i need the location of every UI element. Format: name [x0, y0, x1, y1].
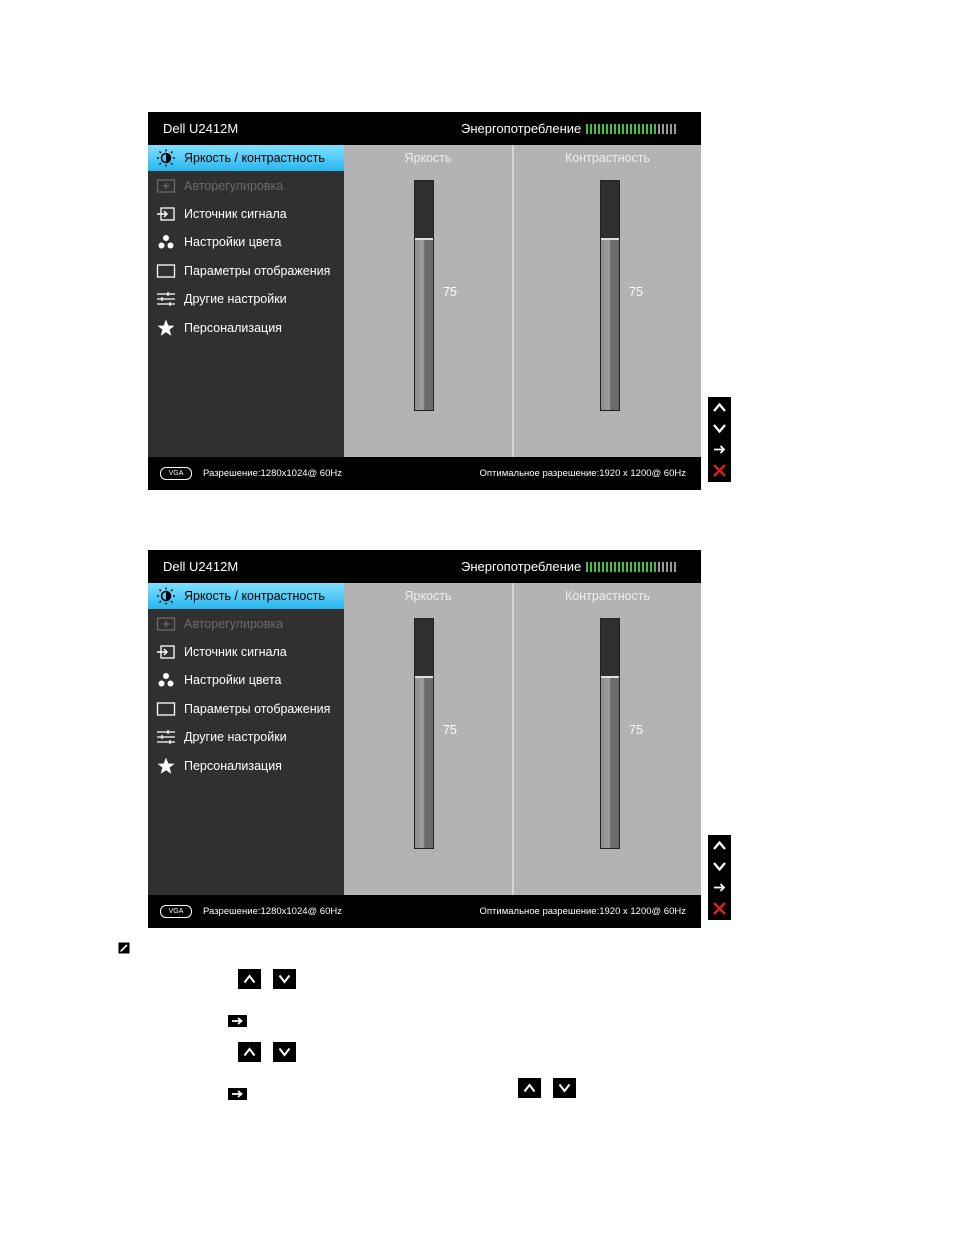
- note-pencil-icon: [118, 942, 130, 954]
- power-meter-segment: [626, 124, 628, 134]
- close-x-icon: [712, 901, 727, 916]
- power-meter-segment: [646, 124, 648, 134]
- power-meter-segment: [650, 124, 652, 134]
- close-key[interactable]: [708, 460, 731, 481]
- brightness-icon: [156, 149, 176, 167]
- down-button-icon: [273, 1042, 296, 1062]
- power-meter-segment: [590, 124, 592, 134]
- brightness-value: 75: [443, 723, 457, 737]
- slider-track-empty: [601, 181, 619, 238]
- menu-item-label: Параметры отображения: [184, 264, 331, 278]
- menu-item-label: Яркость / контрастность: [184, 589, 325, 603]
- auto-adjust-icon: [156, 177, 176, 195]
- osd-nav-keys-1: [708, 397, 731, 482]
- slider-track-empty: [415, 619, 433, 676]
- right-arrow-icon: [712, 880, 727, 895]
- osd-status-bar: [148, 457, 701, 490]
- menu-item-display-settings[interactable]: [148, 696, 344, 722]
- slider-track-empty: [601, 619, 619, 676]
- power-meter-segment: [670, 562, 672, 572]
- power-meter-segment: [670, 124, 672, 134]
- menu-item-color-settings[interactable]: [148, 667, 344, 693]
- color-dots-icon: [156, 233, 176, 251]
- down-button-icon: [553, 1078, 576, 1098]
- down-arrow-icon: [712, 421, 727, 436]
- power-meter-segment: [634, 562, 636, 572]
- power-meter-segment: [630, 124, 632, 134]
- input-source-icon: [156, 205, 176, 223]
- brightness-panel: [344, 583, 512, 895]
- power-meter-segment: [594, 124, 596, 134]
- display-rectangle-icon: [156, 700, 176, 718]
- power-meter-segment: [618, 124, 620, 134]
- power-meter-segment: [674, 124, 676, 134]
- power-meter-segment: [598, 124, 600, 134]
- menu-item-label: Яркость / контрастность: [184, 151, 325, 165]
- power-meter-segment: [646, 562, 648, 572]
- power-consumption-label: Энергопотребление: [461, 559, 582, 574]
- enter-button-icon: [228, 1088, 247, 1100]
- osd-menu-2: [148, 550, 701, 928]
- osd-title-bar: [148, 550, 701, 583]
- power-meter: [586, 562, 676, 572]
- contrast-label: Контрастность: [564, 589, 651, 603]
- power-meter-segment: [618, 562, 620, 572]
- contrast-value: 75: [629, 285, 643, 299]
- down-arrow-key[interactable]: [708, 856, 731, 877]
- up-arrow-icon: [523, 1082, 536, 1094]
- power-meter-segment: [654, 124, 656, 134]
- osd-title-bar: [148, 112, 701, 145]
- up-arrow-key[interactable]: [708, 835, 731, 856]
- menu-item-other-settings[interactable]: [148, 724, 344, 750]
- sliders-icon: [156, 728, 176, 746]
- power-meter-segment: [626, 562, 628, 572]
- power-meter-segment: [614, 124, 616, 134]
- menu-item-brightness-contrast[interactable]: [148, 145, 344, 171]
- right-arrow-key[interactable]: [708, 439, 731, 460]
- power-meter-segment: [622, 124, 624, 134]
- power-meter-segment: [642, 562, 644, 572]
- menu-item-personalize[interactable]: [148, 315, 344, 341]
- display-rectangle-icon: [156, 262, 176, 280]
- power-meter-segment: [614, 562, 616, 572]
- power-meter: [586, 124, 676, 134]
- power-meter-segment: [642, 124, 644, 134]
- power-meter-segment: [586, 124, 588, 134]
- contrast-slider[interactable]: [600, 618, 620, 849]
- slider-track-fill: [415, 238, 433, 410]
- menu-item-label: Авторегулировка: [184, 179, 284, 193]
- power-meter-segment: [622, 562, 624, 572]
- power-meter-segment: [666, 124, 668, 134]
- power-meter-segment: [662, 562, 664, 572]
- power-meter-segment: [630, 562, 632, 572]
- power-meter-segment: [602, 124, 604, 134]
- slider-track-fill: [415, 676, 433, 848]
- right-arrow-icon: [712, 442, 727, 457]
- right-arrow-icon: [231, 1089, 244, 1099]
- vga-input-badge: VGA: [160, 905, 192, 918]
- power-meter-segment: [658, 124, 660, 134]
- up-arrow-icon: [712, 838, 727, 853]
- contrast-label: Контрастность: [564, 151, 651, 165]
- contrast-panel: [514, 583, 701, 895]
- power-meter-segment: [594, 562, 596, 572]
- menu-item-color-settings[interactable]: [148, 229, 344, 255]
- star-icon: [156, 319, 176, 337]
- up-button-icon: [238, 969, 261, 989]
- slider-track-fill: [601, 238, 619, 410]
- down-button-icon: [273, 969, 296, 989]
- power-meter-segment: [606, 124, 608, 134]
- slider-track-fill: [601, 676, 619, 848]
- up-arrow-icon: [712, 400, 727, 415]
- power-meter-segment: [610, 562, 612, 572]
- menu-item-auto-adjust[interactable]: [148, 173, 344, 199]
- osd-menu-1: [148, 112, 701, 490]
- close-x-icon: [712, 463, 727, 478]
- menu-item-label: Настройки цвета: [184, 235, 282, 249]
- monitor-model: Dell U2412M: [163, 121, 239, 136]
- sliders-icon: [156, 290, 176, 308]
- power-meter-segment: [662, 124, 664, 134]
- power-meter-segment: [634, 124, 636, 134]
- right-arrow-icon: [231, 1016, 244, 1026]
- osd-main-menu: [148, 145, 344, 457]
- brightness-label: Яркость: [404, 589, 452, 603]
- menu-item-input-source[interactable]: [148, 639, 344, 665]
- brightness-value: 75: [443, 285, 457, 299]
- contrast-slider[interactable]: [600, 180, 620, 411]
- menu-item-personalize[interactable]: [148, 753, 344, 779]
- up-arrow-icon: [243, 1046, 256, 1058]
- menu-item-display-settings[interactable]: [148, 258, 344, 284]
- osd-status-bar: [148, 895, 701, 928]
- menu-item-label: Настройки цвета: [184, 673, 282, 687]
- brightness-label: Яркость: [404, 151, 452, 165]
- menu-item-label: Персонализация: [184, 759, 282, 773]
- menu-item-label: Источник сигнала: [184, 207, 287, 221]
- color-dots-icon: [156, 671, 176, 689]
- menu-item-label: Параметры отображения: [184, 702, 331, 716]
- power-meter-segment: [638, 124, 640, 134]
- down-arrow-key[interactable]: [708, 418, 731, 439]
- menu-item-label: Источник сигнала: [184, 645, 287, 659]
- up-button-icon: [238, 1042, 261, 1062]
- optimal-resolution: Оптимальное разрешение:1920 x 1200@ 60Hz: [479, 468, 686, 479]
- power-meter-segment: [674, 562, 676, 572]
- brightness-icon: [156, 587, 176, 605]
- brightness-panel: [344, 145, 512, 457]
- enter-button-icon: [228, 1015, 247, 1027]
- monitor-model: Dell U2412M: [163, 559, 239, 574]
- menu-item-label: Другие настройки: [184, 730, 287, 744]
- power-consumption-label: Энергопотребление: [461, 121, 582, 136]
- power-meter-segment: [606, 562, 608, 572]
- menu-item-label: Персонализация: [184, 321, 282, 335]
- menu-item-auto-adjust[interactable]: [148, 611, 344, 637]
- menu-item-label: Авторегулировка: [184, 617, 284, 631]
- input-source-icon: [156, 643, 176, 661]
- down-arrow-icon: [558, 1082, 571, 1094]
- current-resolution: Разрешение:1280x1024@ 60Hz: [203, 906, 342, 917]
- right-arrow-key[interactable]: [708, 877, 731, 898]
- menu-item-input-source[interactable]: [148, 201, 344, 227]
- star-icon: [156, 757, 176, 775]
- down-arrow-icon: [712, 859, 727, 874]
- up-arrow-key[interactable]: [708, 397, 731, 418]
- menu-item-label: Другие настройки: [184, 292, 287, 306]
- auto-adjust-icon: [156, 615, 176, 633]
- power-meter-segment: [638, 562, 640, 572]
- down-arrow-icon: [278, 1046, 291, 1058]
- close-key[interactable]: [708, 898, 731, 919]
- contrast-panel: [514, 145, 701, 457]
- power-meter-segment: [602, 562, 604, 572]
- up-button-icon: [518, 1078, 541, 1098]
- power-meter-segment: [658, 562, 660, 572]
- optimal-resolution: Оптимальное разрешение:1920 x 1200@ 60Hz: [479, 906, 686, 917]
- vga-input-badge: VGA: [160, 467, 192, 480]
- brightness-slider[interactable]: [414, 180, 434, 411]
- menu-item-other-settings[interactable]: [148, 286, 344, 312]
- power-meter-segment: [650, 562, 652, 572]
- slider-track-empty: [415, 181, 433, 238]
- menu-item-brightness-contrast[interactable]: [148, 583, 344, 609]
- down-arrow-icon: [278, 973, 291, 985]
- osd-nav-keys-2: [708, 835, 731, 920]
- power-meter-segment: [666, 562, 668, 572]
- osd-main-menu: [148, 583, 344, 895]
- power-meter-segment: [590, 562, 592, 572]
- power-meter-segment: [654, 562, 656, 572]
- power-meter-segment: [610, 124, 612, 134]
- brightness-slider[interactable]: [414, 618, 434, 849]
- contrast-value: 75: [629, 723, 643, 737]
- power-meter-segment: [586, 562, 588, 572]
- up-arrow-icon: [243, 973, 256, 985]
- current-resolution: Разрешение:1280x1024@ 60Hz: [203, 468, 342, 479]
- power-meter-segment: [598, 562, 600, 572]
